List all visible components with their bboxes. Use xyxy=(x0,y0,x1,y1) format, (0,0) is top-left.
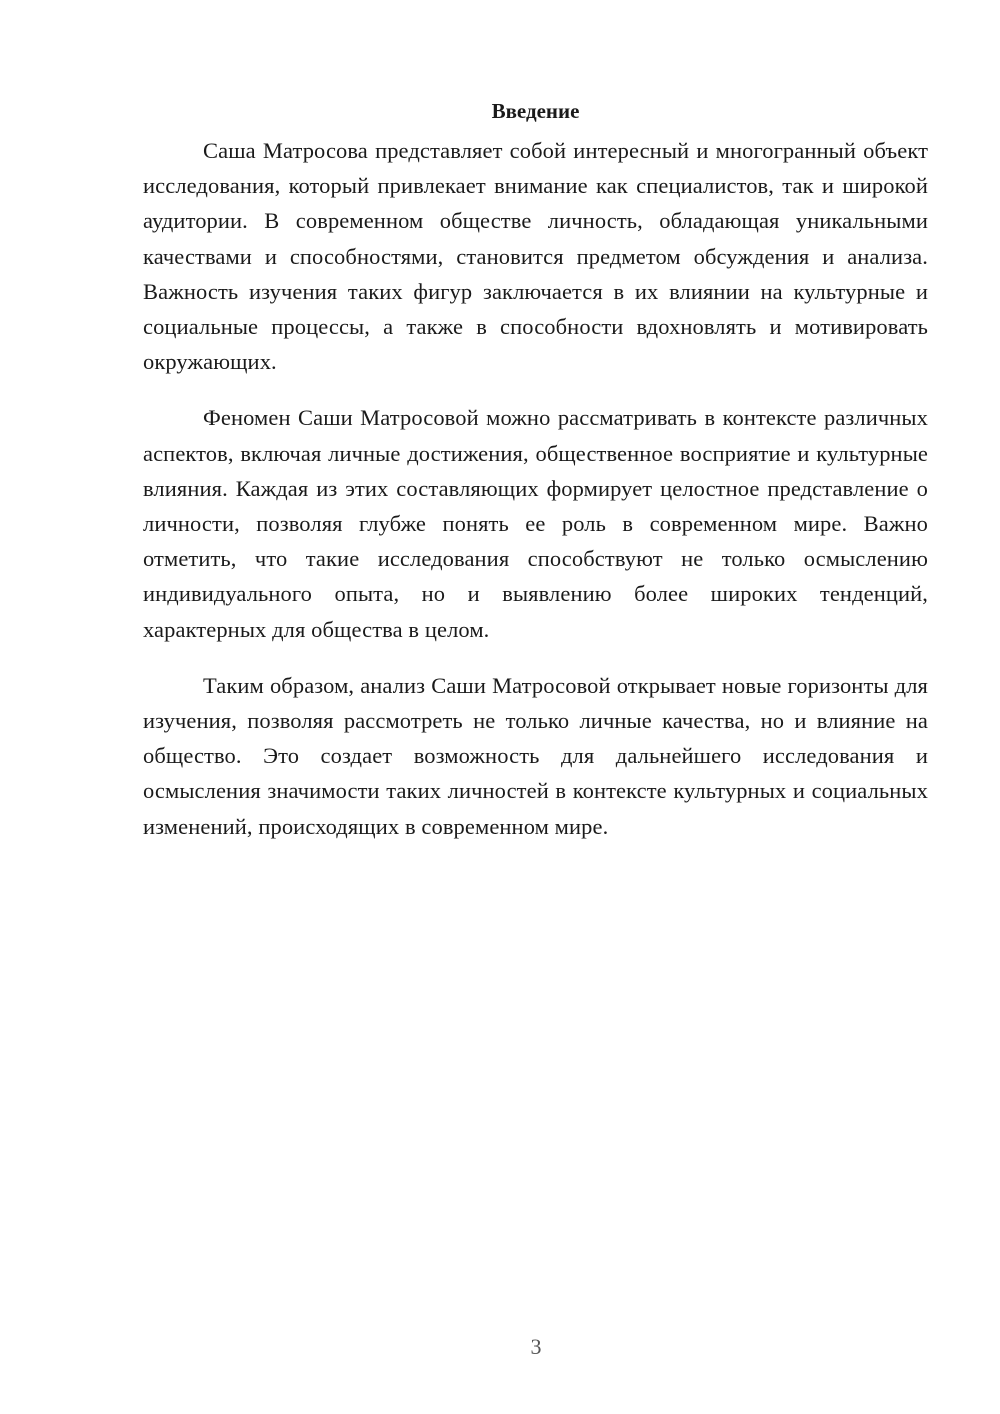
paragraph-2: Феномен Саши Матросовой можно рассматривать в контексте различных аспектов, включая личные достижения, общественное восприятие и культурные влияния. Каждая из этих составляющих формирует целостное представление о личности, позволяя глубже понять ее роль в современном мире. Важно отметить, что такие исследования способствуют не только осмыслению индивидуального опыта, но и выявлению более широких тенденций, характерных для общества в целом. xyxy=(143,405,928,642)
page-content xyxy=(143,97,928,844)
paragraph-3: Таким образом, анализ Саши Матросовой открывает новые горизонты для изучения, позволяя рассмотреть не только личные качества, но и влияние на общество. Это создает возможность для дальнейшего исследования и осмысления значимости таких личностей в контексте культурных и социальных изменений, происходящих в современном мире. xyxy=(143,672,928,839)
section-heading: Введение xyxy=(491,99,580,123)
page-number: 3 xyxy=(530,1334,542,1359)
paragraph-1: Саша Матросова представляет собой интересный и многогранный объект исследования, который привлекает внимание как специалистов, так и широкой аудитории. В современном обществе личность, обладающая уникальными качествами и способностями, становится предметом обсуждения и анализа. Важность изучения таких фигур заключается в их влиянии на культурные и социальные процессы, а также в способности вдохновлять и мотивировать окружающих. xyxy=(143,138,928,375)
